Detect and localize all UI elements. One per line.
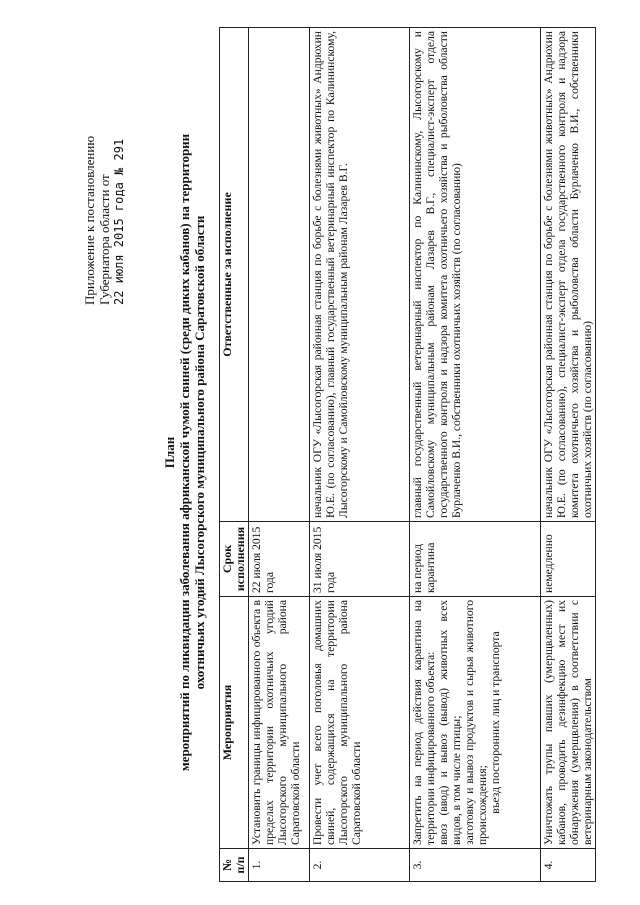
row-responsible: начальник ОГУ «Лысогорская районная станция по борьбе с болезнями животных» Андрюхин Ю.Е. (по согласованию), специалист-эксперт отдела государственного контроля и надзора комитета охотничьего хозяйства и рыболовства области Бурлаченко В.И., собственники охотничьих хозяйств (по согласованию) [541,28,596,522]
row-term: немедленно [541,522,596,597]
table-row [310,28,410,882]
row-responsible [249,28,310,522]
header-term-line-2: исполнения [233,526,247,592]
header-number [220,849,249,882]
row-activity: Установить границы инфицированного объекта в пределах территории охотничьих угодий Лысогорского муниципального района Саратовской области [249,597,310,849]
row-activity [410,597,541,849]
activity-line: заготовку и вывоз продуктов и сырья животного происхождения; [463,600,489,845]
activity-line: Запретить на период действия карантина на территории инфицированного объекта: [411,600,437,845]
title-line-2: мероприятий по ликвидации заболевания африканской чумой свиней (среди диких кабанов) на территории [177,133,192,772]
appendix-line-2: Губернатора области от [97,174,112,305]
row-responsible: главный государственный ветеринарный инспектор по Калининскому, Лысогорскому и Самойловскому муниципальным районам Лазарев В.Г., специалист-эксперт отдела государственного контроля и надзора комитета охотничьего хозяйства и рыболовства области Бурлаченко В.И., собственники охотничьих хозяйств (по согласованию) [410,28,541,522]
row-number: 1. [249,849,310,882]
row-responsible: начальник ОГУ «Лысогорская районная станция по борьбе с болезнями животных» Андрюхин Ю.Е. (по согласованию), главный государственный ветеринарный инспектор по Калининскому, Лысогорскому и Самойловскому муниципальным районам Лазарев В.Г. [310,28,410,522]
header-term [220,522,249,597]
activity-line: ввоз (ввод) и вывоз (вывод) животных всех видов, в том числе птицы; [437,600,463,845]
appendix-date: 22 июля 2015 года № 291 [112,138,126,305]
table-row [249,28,310,882]
header-term-line-1: Срок [220,544,234,574]
row-term: 31 июля 2015 года [310,522,410,597]
activity-line: въезд посторонних лиц и транспорта [489,631,502,814]
document-title [162,30,207,875]
row-number: 4. [541,849,596,882]
header-number-line-1: № [220,858,234,872]
header-responsible: Ответственные за исполнение [220,28,249,522]
row-number: 3. [410,849,541,882]
row-term: на период карантина [410,522,541,597]
header-number-line-2: п/п [233,856,247,874]
table-header-row [220,28,249,882]
header-activity: Мероприятия [220,597,249,849]
appendix-line-1: Приложение к постановлению [82,135,97,305]
row-activity: Уничтожать трупы павших (умерщвленных) кабанов, проводить дезинфекцию мест их обнаружения (умерщвления) в соответствии с ветеринарным законодательством [541,597,596,849]
title-line-1: План [162,436,177,469]
appendix-note [82,55,127,305]
row-term: 22 июля 2015 года [249,522,310,597]
row-number: 2. [310,849,410,882]
row-activity: Провести учет всего поголовья домашних свиней, содержащихся на территории Лысогорского муниципального района Саратовской области [310,597,410,849]
plan-table [219,27,596,882]
table-row [410,28,541,882]
title-line-3: охотничьих угодий Лысогорского муниципального района Саратовской области [192,215,207,690]
table-row [541,28,596,882]
